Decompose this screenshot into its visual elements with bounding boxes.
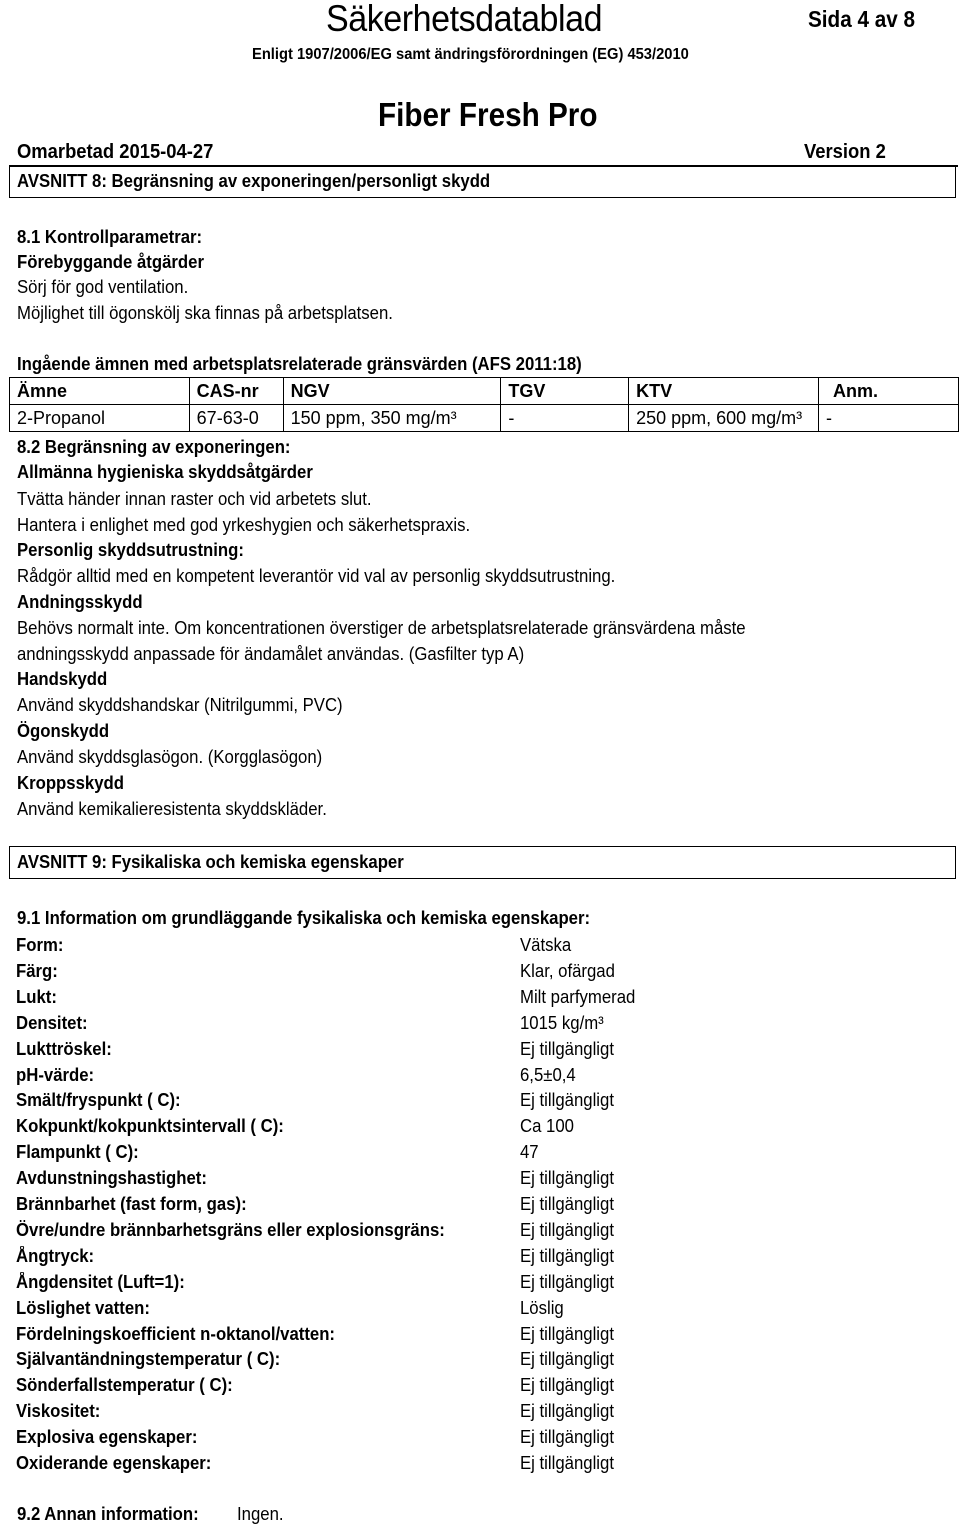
product-name: Fiber Fresh Pro [378, 96, 598, 133]
table-row [10, 405, 959, 432]
property-value: Ej tillgängligt [520, 1039, 614, 1059]
ppe-heading: Personlig skyddsutrustning: [17, 540, 244, 560]
table-cell: 150 ppm, 350 mg/m³ [283, 405, 501, 432]
body-protection-heading: Kroppsskydd [17, 773, 124, 793]
document-title: Säkerhetsdatablad [326, 0, 603, 39]
property-label: Ångdensitet (Luft=1): [16, 1272, 185, 1292]
property-label: Övre/undre brännbarhetsgräns eller explosionsgräns: [16, 1220, 445, 1240]
table-header-cell: Ämne [10, 378, 190, 405]
property-value: Ej tillgängligt [520, 1324, 614, 1344]
property-value: 47 [520, 1142, 539, 1162]
regulation-reference: Enligt 1907/2006/EG samt ändringsförordningen (EG) 453/2010 [252, 46, 689, 63]
respiratory-text-1: Behövs normalt inte. Om koncentrationen överstiger de arbetsplatsrelaterade gränsvärdena måste [17, 618, 746, 638]
property-value: Ca 100 [520, 1116, 574, 1136]
other-information-value: Ingen. [237, 1504, 284, 1524]
property-label: Oxiderande egenskaper: [16, 1453, 212, 1473]
property-label: Form: [16, 935, 64, 955]
version-label: Version 2 [804, 141, 886, 163]
property-label: Avdunstningshastighet: [16, 1168, 207, 1188]
table-cell: - [819, 405, 959, 432]
section-8-heading: AVSNITT 8: Begränsning av exponeringen/personligt skydd [17, 171, 491, 191]
table-cell: 2-Propanol [10, 405, 190, 432]
respiratory-heading: Andningsskydd [17, 592, 143, 612]
property-label: Flampunkt ( C): [16, 1142, 139, 1162]
hygiene-heading: Allmänna hygieniska skyddsåtgärder [17, 462, 313, 482]
respiratory-text-2: andningsskydd anpassade för ändamålet användas. (Gasfilter typ A) [17, 644, 525, 664]
property-value: Ej tillgängligt [520, 1090, 614, 1110]
property-value: 1015 kg/m³ [520, 1013, 604, 1033]
hand-protection-text: Använd skyddshandskar (Nitrilgummi, PVC) [17, 695, 343, 715]
property-value: 6,5±0,4 [520, 1065, 576, 1085]
table-header-cell: CAS-nr [189, 378, 283, 405]
property-label: Sönderfallstemperatur ( C): [16, 1375, 233, 1395]
table-cell: 67-63-0 [189, 405, 283, 432]
property-label: Fördelningskoefficient n-oktanol/vatten: [16, 1324, 336, 1344]
eyewash-text: Möjlighet till ögonskölj ska finnas på arbetsplatsen. [17, 303, 393, 323]
hygiene-text-2: Hantera i enlighet med god yrkeshygien och säkerhetspraxis. [17, 515, 471, 535]
property-label: Lukt: [16, 987, 57, 1007]
hygiene-text-1: Tvätta händer innan raster och vid arbetets slut. [17, 489, 372, 509]
property-label: Densitet: [16, 1013, 88, 1033]
table-cell: - [501, 405, 629, 432]
eye-protection-text: Använd skyddsglasögon. (Korgglasögon) [17, 747, 323, 767]
hand-protection-heading: Handskydd [17, 669, 108, 689]
property-value: Ej tillgängligt [520, 1375, 614, 1395]
property-value: Ej tillgängligt [520, 1401, 614, 1421]
property-label: Löslighet vatten: [16, 1298, 150, 1318]
ppe-text: Rådgör alltid med en kompetent leverantör vid val av personlig skyddsutrustning. [17, 566, 616, 586]
exposure-limits-heading: Ingående ämnen med arbetsplatsrelaterade gränsvärden (AFS 2011:18) [17, 354, 582, 374]
eye-protection-heading: Ögonskydd [17, 721, 110, 741]
basic-properties-heading: 9.1 Information om grundläggande fysikaliska och kemiska egenskaper: [17, 908, 591, 928]
control-parameters-heading: 8.1 Kontrollparametrar: [17, 227, 203, 247]
body-protection-text: Använd kemikalieresistenta skyddskläder. [17, 799, 327, 819]
other-information-label: 9.2 Annan information: [17, 1504, 199, 1524]
property-label: Kokpunkt/kokpunktsintervall ( C): [16, 1116, 284, 1136]
property-label: pH-värde: [16, 1065, 95, 1085]
property-label: Viskositet: [16, 1401, 101, 1421]
property-value: Ej tillgängligt [520, 1194, 614, 1214]
table-header-cell: KTV [629, 378, 819, 405]
property-label: Explosiva egenskaper: [16, 1427, 198, 1447]
section-9-heading-box [9, 846, 956, 879]
section-9-heading: AVSNITT 9: Fysikaliska och kemiska egenskaper [17, 852, 404, 872]
ventilation-text: Sörj för god ventilation. [17, 277, 189, 297]
property-value: Löslig [520, 1298, 564, 1318]
preventive-measures-heading: Förebyggande åtgärder [17, 252, 204, 272]
property-value: Klar, ofärgad [520, 961, 615, 981]
table-header-row [10, 378, 959, 405]
property-value: Ej tillgängligt [520, 1453, 614, 1473]
exposure-limits-table [9, 377, 959, 432]
page-number: Sida 4 av 8 [808, 6, 916, 32]
table-cell: 250 ppm, 600 mg/m³ [629, 405, 819, 432]
property-value: Vätska [520, 935, 572, 955]
property-label: Ångtryck: [16, 1246, 95, 1266]
property-label: Självantändningstemperatur ( C): [16, 1349, 281, 1369]
table-header-cell: NGV [283, 378, 501, 405]
table-header-cell: TGV [501, 378, 629, 405]
property-label: Brännbarhet (fast form, gas): [16, 1194, 247, 1214]
property-label: Lukttröskel: [16, 1039, 112, 1059]
table-header-cell: Anm. [819, 378, 959, 405]
property-label: Smält/fryspunkt ( C): [16, 1090, 181, 1110]
exposure-controls-heading: 8.2 Begränsning av exponeringen: [17, 437, 291, 457]
property-value: Ej tillgängligt [520, 1168, 614, 1188]
property-value: Ej tillgängligt [520, 1427, 614, 1447]
property-value: Ej tillgängligt [520, 1349, 614, 1369]
property-value: Ej tillgängligt [520, 1246, 614, 1266]
revision-date: Omarbetad 2015-04-27 [17, 141, 214, 163]
section-8-heading-box [9, 165, 956, 198]
property-label: Färg: [16, 961, 58, 981]
property-value: Ej tillgängligt [520, 1272, 614, 1292]
property-value: Milt parfymerad [520, 987, 636, 1007]
property-value: Ej tillgängligt [520, 1220, 614, 1240]
